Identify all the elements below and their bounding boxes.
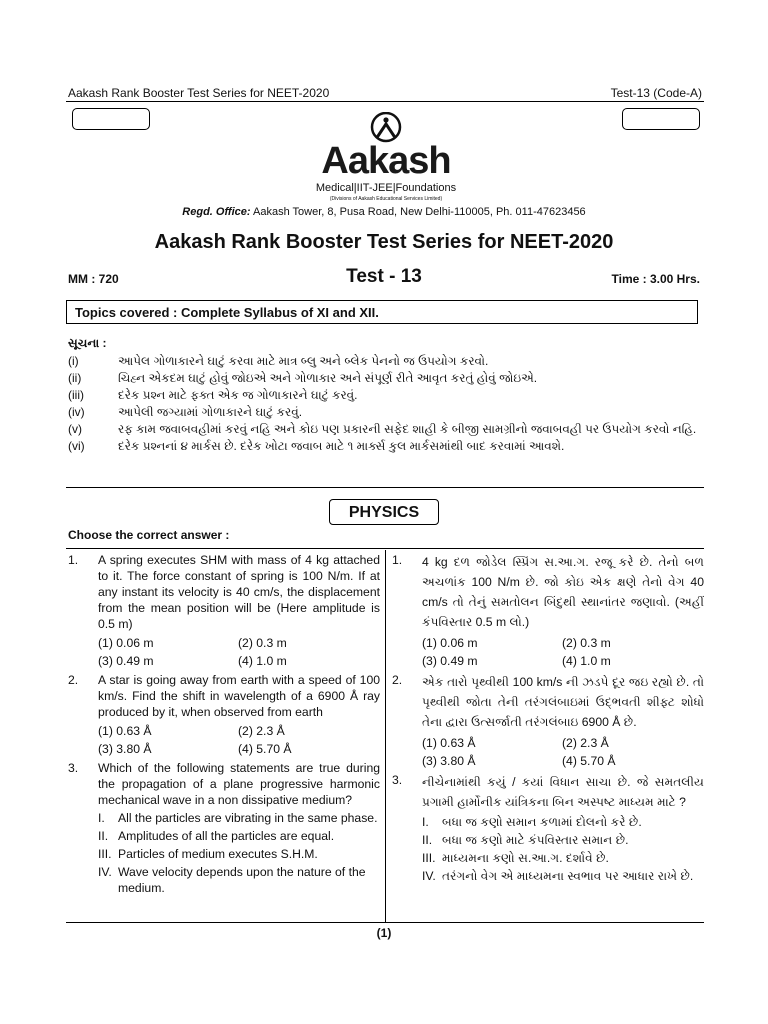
option: (3) 3.80 Å xyxy=(98,742,152,756)
office-label: Regd. Office: xyxy=(182,206,251,218)
instruction-item xyxy=(68,353,704,370)
header-rule xyxy=(66,101,704,102)
statement-number: II. xyxy=(98,829,109,843)
option: (1) 0.06 m xyxy=(98,636,154,650)
question-2-gujarati xyxy=(392,672,704,732)
question-number: 1. xyxy=(68,553,79,567)
statement xyxy=(98,828,380,844)
office-address: Aakash Tower, 8, Pusa Road, New Delhi-110005, Ph. 011-47623456 xyxy=(250,206,586,218)
statement-number: IV. xyxy=(422,869,436,883)
question-3-gujarati xyxy=(392,772,704,812)
instruction-number: (ii) xyxy=(68,371,82,385)
question-1-gujarati-options xyxy=(422,634,704,670)
statement-text: Amplitudes of all the particles are equal. xyxy=(118,829,335,843)
statement xyxy=(422,832,704,848)
option: (4) 1.0 m xyxy=(238,654,287,668)
question-text: એક તારો પૃથ્વીથી 100 km/s ની ઝડપે દૂર જઇ રહ્યો છે. તો પૃથ્વીથી જોતા તેની તરંગલંબાઇમાં ઉદ્ભવતી શીફ્ટ શોધો તેના દ્વારા ઉત્સર્જાતી તરંગલંબાઇ 6900 Å છે. xyxy=(422,675,704,729)
option: (1) 0.63 Å xyxy=(422,736,476,750)
instruction-number: (vi) xyxy=(68,439,85,453)
option: (4) 5.70 Å xyxy=(562,754,616,768)
topics-covered-box: Topics covered : Complete Syllabus of XI and XII. xyxy=(66,300,698,324)
instruction-item xyxy=(68,421,704,438)
statement-number: III. xyxy=(422,851,436,865)
question-number: 2. xyxy=(392,673,403,687)
question-1-options xyxy=(98,634,380,670)
question-number: 3. xyxy=(392,773,403,787)
choose-answer-label: Choose the correct answer : xyxy=(68,528,230,542)
option: (4) 1.0 m xyxy=(562,654,611,668)
option: (2) 2.3 Å xyxy=(238,724,285,738)
question-text: A spring executes SHM with mass of 4 kg attached to it. The force constant of spring is 100 N/m. If at any instant its velocity is 40 cm/s, the displacement from the mean position will be (Here amplitude is 0.5 m) xyxy=(98,553,380,631)
statement-text: તરંગનો વેગ એ માધ્યમના સ્વભાવ પર આધાર રાખે છે. xyxy=(442,869,694,883)
instructions-heading: સૂચના : xyxy=(68,336,107,350)
statement-text: માધ્યમના કણો સ.આ.ગ. દર્શાવે છે. xyxy=(442,851,609,865)
question-number: 2. xyxy=(68,673,79,687)
instruction-item xyxy=(68,438,704,455)
statement-text: બધા જ કણો માટે કંપવિસ્તાર સમાન છે. xyxy=(442,833,629,847)
statement xyxy=(422,868,704,884)
option: (4) 5.70 Å xyxy=(238,742,292,756)
instruction-text: દરેક પ્રશ્ન માટે ફક્ત એક જ ગોળાકારને ઘાટું કરવું. xyxy=(118,388,358,402)
roll-number-box-left xyxy=(72,108,150,130)
instructions-rule xyxy=(66,487,704,488)
question-text: નીચેનામાંથી કયું / કયાં વિધાન સાચા છે. જે સમતલીય પ્રગામી હાર્મોનીક યાંત્રિકના બિન અસ્પષ્ટ માધ્યમ માટે ? xyxy=(422,775,704,809)
statement-text: Particles of medium executes S.H.M. xyxy=(118,847,318,861)
statement-text: Wave velocity depends upon the nature of the medium. xyxy=(118,865,366,895)
max-marks: MM : 720 xyxy=(68,272,119,286)
question-number: 3. xyxy=(68,761,79,775)
test-number: Test - 13 xyxy=(346,266,422,287)
statement-text: બધા જ કણો સમાન કળામાં દોલનો કરે છે. xyxy=(442,815,642,829)
question-1-gujarati xyxy=(392,552,704,632)
option: (1) 0.06 m xyxy=(422,636,478,650)
registered-office xyxy=(0,206,768,218)
question-text: 4 kg દળ જોડેલ સ્પ્રિંગ સ.આ.ગ. રજૂ કરે છે. તેનો બળ અચળાંક 100 N/m છે. જો કોઇ એક ક્ષણે તેનો વેગ 40 cm/s તો તેનું સમતોલન બિંદુથી સ્થાનાંતર જણાવો. (અહીં કંપવિસ્તાર 0.5 m લો.) xyxy=(422,555,704,629)
subject-heading: PHYSICS xyxy=(329,499,439,525)
instruction-text: આપેલી જગ્યામાં ગોળાકારને ઘાટું કરવું. xyxy=(118,405,303,419)
instruction-text: રફ કામ જવાબવહીમાં કરવું નહિ અને કોઇ પણ પ્રકારની સફેદ શાહી કે બીજી સામગ્રીનો જવાબવહી પર ઉપયોગ કરવો નહિ. xyxy=(118,422,697,436)
instruction-item xyxy=(68,404,704,421)
logo-division-note: (Divisions of Aakash Educational Services Limited) xyxy=(329,196,443,202)
column-divider xyxy=(385,550,386,922)
question-text: A star is going away from earth with a speed of 100 km/s. Find the shift in wavelength of a 6900 Å ray produced by it, when observed from earth xyxy=(98,673,380,719)
instruction-item xyxy=(68,370,704,387)
question-3 xyxy=(68,760,380,808)
question-2 xyxy=(68,672,380,720)
page-title: Aakash Rank Booster Test Series for NEET-2020 xyxy=(154,231,614,253)
statement xyxy=(98,846,380,862)
statement-number: I. xyxy=(422,815,429,829)
running-header-code: Test-13 (Code-A) xyxy=(610,86,702,100)
option: (2) 0.3 m xyxy=(238,636,287,650)
statement xyxy=(98,810,380,826)
instruction-text: ચિહ્ન એકદમ ઘાટું હોવું જોઇએ અને ગોળાકાર અને સંપૂર્ણ રીતે આવૃત કરતું હોવું જોઇએ. xyxy=(118,371,538,385)
gujarati-questions-column xyxy=(392,552,704,886)
page-number: (1) xyxy=(376,926,392,940)
option: (1) 0.63 Å xyxy=(98,724,152,738)
question-1 xyxy=(68,552,380,632)
instruction-text: દરેક પ્રશ્નનાં ૪ માર્કસ છે. દરેક ખોટા જવાબ માટે ૧ માર્ક્સ કુલ માર્કસમાંથી બાદ કરવામાં આવશે. xyxy=(118,439,565,453)
statement-number: II. xyxy=(422,833,433,847)
statement xyxy=(422,850,704,866)
test-duration: Time : 3.00 Hrs. xyxy=(611,272,700,286)
instruction-number: (i) xyxy=(68,354,79,368)
statement-number: III. xyxy=(98,847,112,861)
questions-top-rule xyxy=(66,548,704,549)
instruction-item xyxy=(68,387,704,404)
option: (3) 0.49 m xyxy=(422,654,478,668)
statement-number: I. xyxy=(98,811,105,825)
question-2-options xyxy=(98,722,380,758)
option: (3) 0.49 m xyxy=(98,654,154,668)
instruction-text: આપેલ ગોળાકારને ઘાટું કરવા માટે માત્ર બ્લુ અને બ્લેક પેનનો જ ઉપયોગ કરવો. xyxy=(118,354,489,368)
question-number: 1. xyxy=(392,553,403,567)
logo-wordmark: Aakash xyxy=(321,140,451,182)
instruction-number: (iii) xyxy=(68,388,84,402)
english-questions-column xyxy=(68,552,380,898)
roll-number-box-right xyxy=(622,108,700,130)
question-2-gujarati-options xyxy=(422,734,704,770)
statement xyxy=(98,864,380,896)
option: (2) 2.3 Å xyxy=(562,736,609,750)
statement-number: IV. xyxy=(98,865,112,879)
running-header-title: Aakash Rank Booster Test Series for NEET-2020 xyxy=(68,86,330,100)
logo-subtitle: Medical|IIT-JEE|Foundations xyxy=(315,182,457,194)
question-text: Which of the following statements are true during the propagation of a plane progressive harmonic mechanical wave in a non dissipative medium? xyxy=(98,761,380,807)
aakash-logo xyxy=(306,112,466,206)
statement xyxy=(422,814,704,830)
option: (2) 0.3 m xyxy=(562,636,611,650)
statement-text: All the particles are vibrating in the same phase. xyxy=(118,811,378,825)
instructions xyxy=(68,336,704,455)
instruction-number: (v) xyxy=(68,422,82,436)
footer-rule xyxy=(66,922,704,923)
instruction-number: (iv) xyxy=(68,405,85,419)
option: (3) 3.80 Å xyxy=(422,754,476,768)
